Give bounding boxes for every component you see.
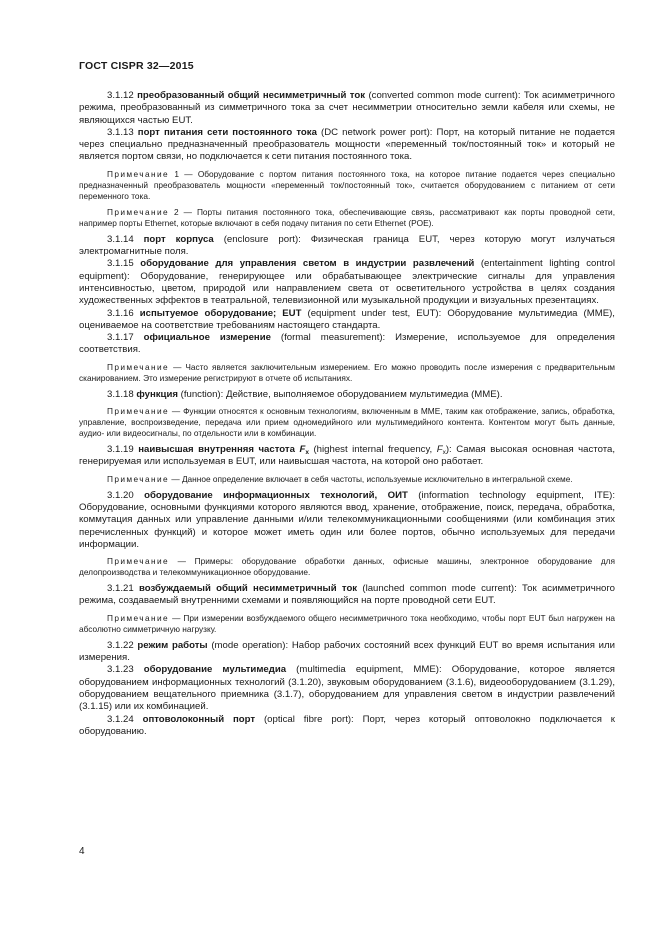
term: оборудование мультимедиа <box>143 664 287 676</box>
term: оборудование информационных технологий, ОИТ <box>144 489 408 501</box>
note-3-1-18: Примечание — Функции относятся к основным технологиям, включенным в MME, таким как отображение, запись, обработка, управление, воспроизведение, передача или прием одномедийного или мультимедийного контента. Контентом могут быть данные, аудио- или видеосигналы, по отдельности или в комбинации. <box>79 406 615 439</box>
definition-3-1-20: 3.1.20 оборудование информационных технологий, ОИТ (information technology equipment, ITE): Оборудование, основными функциями которого являются ввод, хранение, отображение, поиск, передача, обработка, коммутация данных или управление данными и/или телекоммуникационными сообщениями (или комбинация этих перечисленных функций) и которое может иметь один или более портов, обычно используемых для передачи информации. <box>79 489 615 550</box>
definition-3-1-18: 3.1.18 функция (function): Действие, выполняемое оборудованием мультимедиа (MME). <box>107 388 503 400</box>
note-3-1-19: Примечание — Данное определение включает в себя частоты, используемые исключительно в интегральной схеме. <box>107 473 573 484</box>
note-3-1-21: Примечание — При измерении возбуждаемого общего несимметричного тока необходимо, чтобы порт EUT был нагружен на абсолютно симметричную нагрузку. <box>79 612 615 634</box>
page-number: 4 <box>79 846 85 857</box>
note-3-1-13-1: Примечание 1 — Оборудование с портом питания постоянного тока, на которое питание подается через специально предназначенный преобразователь мощности «переменный ток/постоянный ток», считается оборудованием с питанием от сети переменного тока. <box>79 168 615 201</box>
term: функция <box>136 388 178 400</box>
definition-3-1-23: 3.1.23 оборудование мультимедиа (multimedia equipment, MME): Оборудование, которое является оборудованием информационных технологий (3.1.20), звуковым оборудованием (3.1.6), видеооборудованием (3.1.29), оборудованием вещательного приемника (3.1.7), оборудованием для управления светом в индустрии развлечений (3.1.15) или их комбинацией. <box>79 664 615 713</box>
term: возбуждаемый общий несимметричный ток <box>138 583 358 595</box>
definition-3-1-14: 3.1.14 порт корпуса (enclosure port): Физическая граница EUT, через которую могут излучаться электромагнитные поля. <box>79 233 615 258</box>
definition-3-1-21: 3.1.21 возбуждаемый общий несимметричный ток (launched common mode current): Ток асимметричного режима, создаваемый внутренними схемами и появляющийся на порте проводной сети EUT. <box>79 583 615 607</box>
definition-3-1-16: 3.1.16 испытуемое оборудование; EUT (equipment under test, EUT): Оборудование мультимедиа (MME), оцениваемое на соответствие требованиям настоящего стандарта. <box>79 307 615 331</box>
term: оптоволоконный порт <box>142 713 256 725</box>
definition-3-1-13: 3.1.13 порт питания сети постоянного тока (DC network power port): Порт, на который питание не подается через специально предназначенный преобразователь мощности «переменный ток/постоянный ток» и который не является портом связи, но подключается к сети питания постоянного тока. <box>79 126 615 163</box>
note-3-1-17: Примечание — Часто является заключительным измерением. Его можно проводить после измерения с предварительным сканированием. Это измерение регистрируют в отчете об испытаниях. <box>79 361 615 383</box>
term: наивысшая внутренняя частота <box>138 444 300 456</box>
definition-3-1-17: 3.1.17 официальное измерение (formal measurement): Измерение, используемое для определения соответствия. <box>79 332 615 356</box>
definition-3-1-22: 3.1.22 режим работы (mode operation): Набор рабочих состояний всех функций EUT во время испытания или измерения. <box>79 639 615 664</box>
term: оборудование для управления светом в индустрии развлечений <box>140 258 475 270</box>
document-header: ГОСТ CISPR 32—2015 <box>79 60 194 72</box>
note-3-1-20: Примечание — Примеры: оборудование обработки данных, офисные машины, электронное оборудование для делопроизводства и телекоммуникационное оборудование. <box>79 556 615 578</box>
definition-3-1-19: 3.1.19 наивысшая внутренняя частота $F_x$ (highest internal frequency, $F_x$): Самая высокая основная частота, генерируемая или используемая в EUT, или наивысшая частота, на которой оно работает. <box>79 444 615 468</box>
definition-3-1-15: 3.1.15 оборудование для управления светом в индустрии развлечений (entertainment lighting control equipment): Оборудование, генерирующее или обрабатывающее электрические сигналы для управления интенсивностью, цветом, природой или направлением света от осветительного устройства в целях создания художественных эффектов в театральной, телевизионной или музыкальной продукции и визуальных презентациях. <box>79 258 615 307</box>
definition-3-1-12: 3.1.12 преобразованный общий несимметричный ток (converted common mode current): Ток асимметричного режима, преобразованный из симметричного тока за счет несимметрии относительно земли кабеля или схемы, не являющихся частью EUT. <box>79 90 615 126</box>
term: порт питания сети постоянного тока <box>137 126 317 138</box>
term: официальное измерение <box>143 332 271 344</box>
term: режим работы <box>137 639 208 651</box>
note-3-1-13-2: Примечание 2 — Порты питания постоянного тока, обеспечивающие связь, рассматривают как порты проводной сети, например порты Ethernet, которые включают в себя подачу питания по сети Ethernet (POE). <box>79 206 615 228</box>
definition-3-1-24: 3.1.24 оптоволоконный порт (optical fibre port): Порт, через который оптоволокно подключается к оборудованию. <box>79 713 615 737</box>
page-content <box>79 90 615 738</box>
term: порт корпуса <box>143 233 214 245</box>
term: испытуемое оборудование; EUT <box>139 307 302 319</box>
term: преобразованный общий несимметричный ток <box>137 90 366 101</box>
